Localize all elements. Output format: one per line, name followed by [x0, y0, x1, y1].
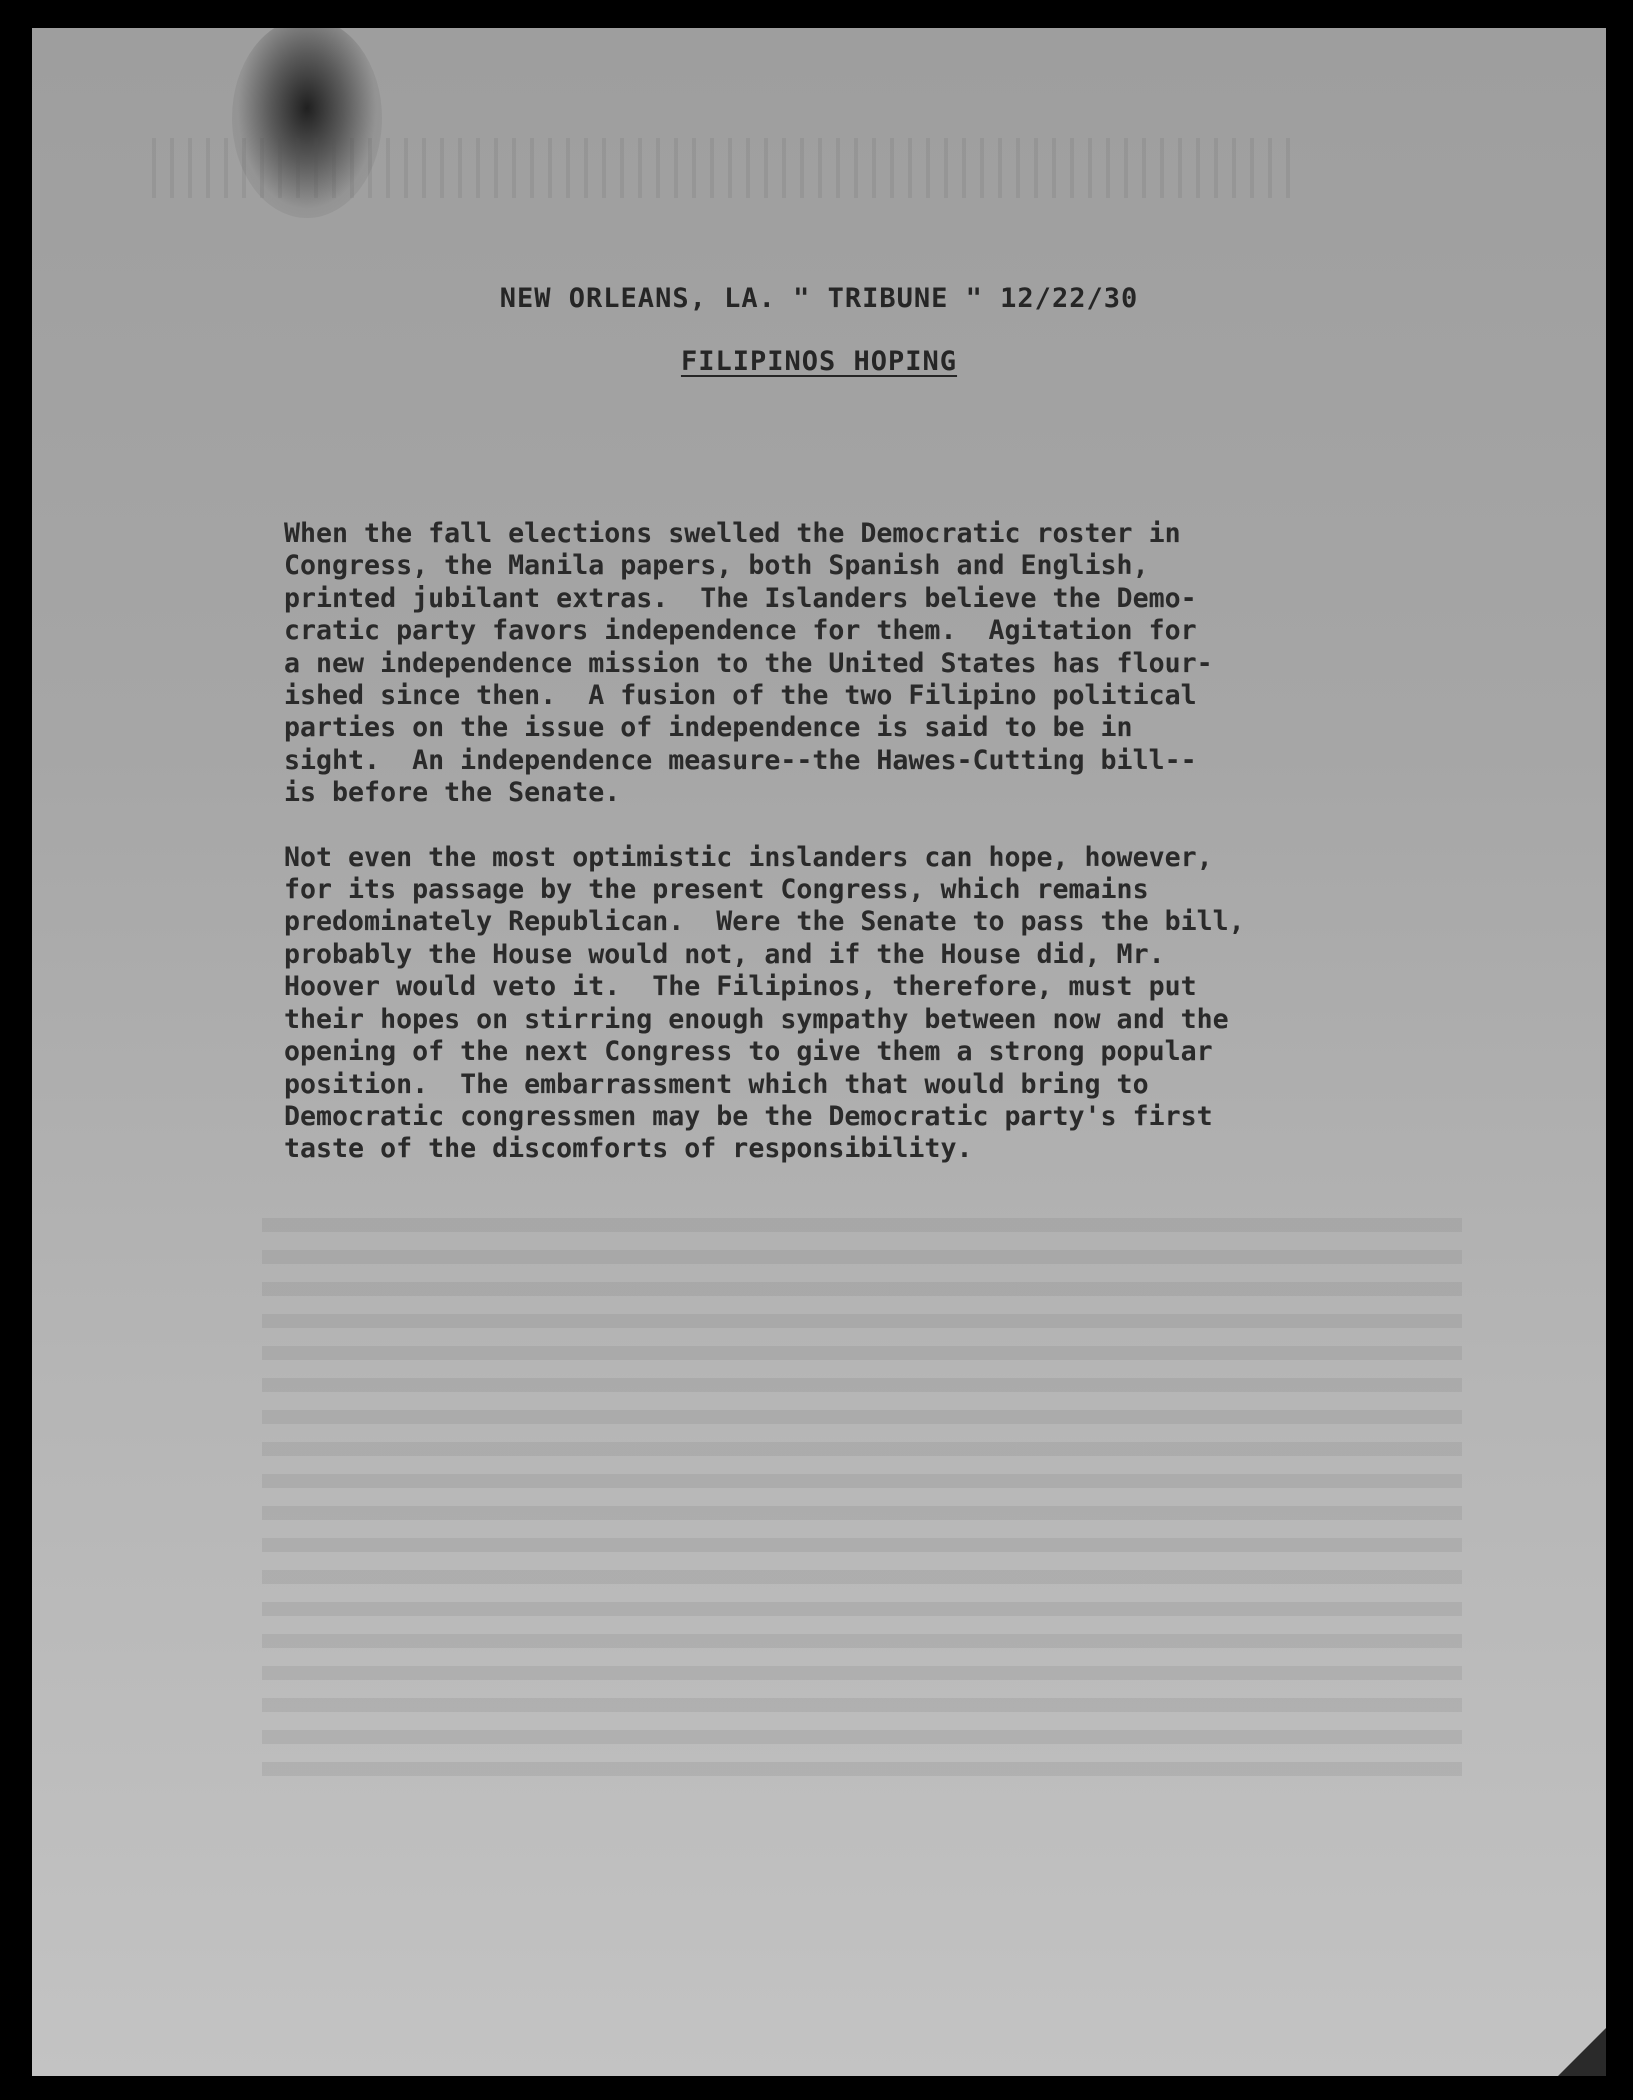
masthead: NEW ORLEANS, LA. " TRIBUNE " 12/22/30	[499, 283, 1139, 314]
paragraph-line: predominately Republican. Were the Senate to pass the bill,	[284, 906, 1245, 938]
paragraph-line: Not even the most optimistic inslanders can hope, however,	[284, 841, 1213, 873]
paragraph-1	[284, 518, 1434, 810]
paragraph-line: their hopes on stirring enough sympathy between now and the	[284, 1003, 1229, 1035]
bleed-through-marks	[152, 138, 1302, 198]
paragraph-line: parties on the issue of independence is said to be in	[284, 712, 1133, 744]
paragraph-line: Democratic congressmen may be the Democratic party's first	[284, 1100, 1213, 1132]
paragraph-line: Hoover would veto it. The Filipinos, therefore, must put	[284, 971, 1197, 1003]
article-body	[284, 518, 1434, 1198]
paragraph-line: Congress, the Manila papers, both Spanish and English,	[284, 550, 1149, 582]
paragraph-line: cratic party favors independence for them. Agitation for	[284, 615, 1197, 647]
paragraph-2	[284, 842, 1434, 1166]
paragraph-line: sight. An independence measure--the Hawes-Cutting bill--	[284, 744, 1197, 776]
paragraph-line: taste of the discomforts of responsibility.	[284, 1133, 973, 1165]
paragraph-line: probably the House would not, and if the House did, Mr.	[284, 938, 1165, 970]
document-page	[32, 28, 1606, 2076]
headline	[32, 346, 1606, 377]
paragraph-line: ished since then. A fusion of the two Filipino political	[284, 680, 1197, 712]
paragraph-line: for its passage by the present Congress, which remains	[284, 874, 1149, 906]
paragraph-line: a new independence mission to the United States has flour-	[284, 647, 1213, 679]
paragraph-line: When the fall elections swelled the Democratic roster in	[284, 518, 1181, 549]
paragraph-line: is before the Senate.	[284, 777, 621, 809]
paragraph-line: printed jubilant extras. The Islanders believe the Demo-	[284, 582, 1197, 614]
folded-corner	[1558, 2028, 1606, 2076]
reverse-side-bleed-through	[262, 1218, 1462, 1778]
headline-text: FILIPINOS HOPING	[680, 346, 958, 377]
paragraph-line: position. The embarrassment which that would bring to	[284, 1068, 1149, 1100]
paragraph-line: opening of the next Congress to give them a strong popular	[284, 1036, 1213, 1068]
